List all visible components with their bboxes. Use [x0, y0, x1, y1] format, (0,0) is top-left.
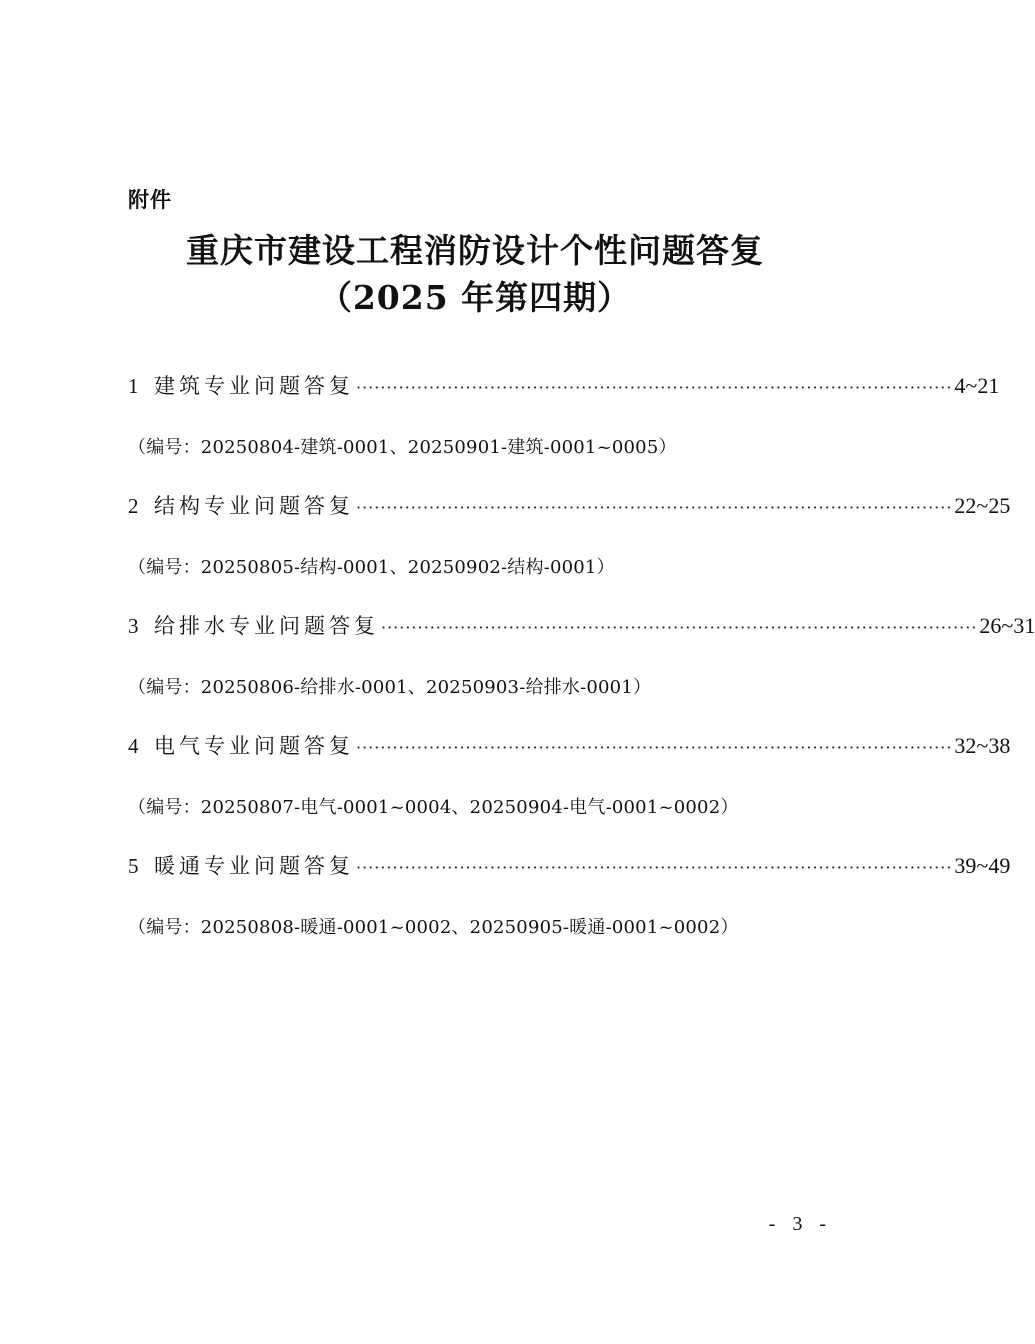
toc-number: 3 [128, 614, 139, 638]
toc-pages: 39~49 [954, 853, 1011, 878]
toc-title: 电气专业问题答复 [154, 734, 354, 758]
toc-leader-dots: ·································································································· [356, 378, 953, 397]
page-number: - 3 - [768, 1213, 832, 1235]
toc-leader-dots: ·································································································· [381, 618, 978, 637]
toc-number: 2 [128, 494, 139, 518]
toc-title: 给排水专业问题答复 [154, 614, 379, 638]
toc-entry-plumbing [128, 610, 1035, 730]
toc-entry-electrical [128, 730, 1011, 850]
toc-line [128, 490, 1011, 530]
toc-codes: （编号：20250804-建筑-0001、20250901-建筑-0001~0005） [128, 437, 677, 458]
toc-codes: （编号：20250807-电气-0001~0004、20250904-电气-0001~0002） [128, 797, 739, 818]
toc-codes: （编号：20250806-给排水-0001、20250903-给排水-0001） [128, 677, 652, 698]
document-subtitle: （2025 年第四期） [318, 278, 632, 317]
toc-pages: 22~25 [954, 493, 1011, 518]
toc-line [128, 850, 1011, 890]
toc-line [128, 370, 1000, 410]
toc-codes: （编号：20250808-暖通-0001~0002、20250905-暖通-0001~0002） [128, 917, 739, 938]
toc-entry-hvac [128, 850, 1011, 970]
toc-leader-dots: ·································································································· [356, 858, 953, 877]
toc-number: 5 [128, 854, 139, 878]
toc-pages: 26~31 [979, 613, 1035, 638]
toc-title: 暖通专业问题答复 [154, 854, 354, 878]
toc-pages: 4~21 [954, 373, 1000, 398]
toc-pages: 32~38 [954, 733, 1011, 758]
toc-line [128, 730, 1011, 770]
toc-leader-dots: ·································································································· [356, 498, 953, 517]
toc-number: 4 [128, 734, 139, 758]
toc-leader-dots: ·································································································· [356, 738, 953, 757]
toc-title: 建筑专业问题答复 [154, 374, 354, 398]
toc-entry-structure [128, 490, 1011, 610]
toc-number: 1 [128, 374, 139, 398]
toc-line [128, 610, 1035, 650]
attachment-label: 附件 [128, 188, 172, 212]
document-title: 重庆市建设工程消防设计个性问题答复 [186, 231, 764, 270]
toc-title: 结构专业问题答复 [154, 494, 354, 518]
toc-codes: （编号：20250805-结构-0001、20250902-结构-0001） [128, 557, 615, 578]
table-of-contents [128, 370, 1035, 970]
toc-entry-architecture [128, 370, 1000, 490]
